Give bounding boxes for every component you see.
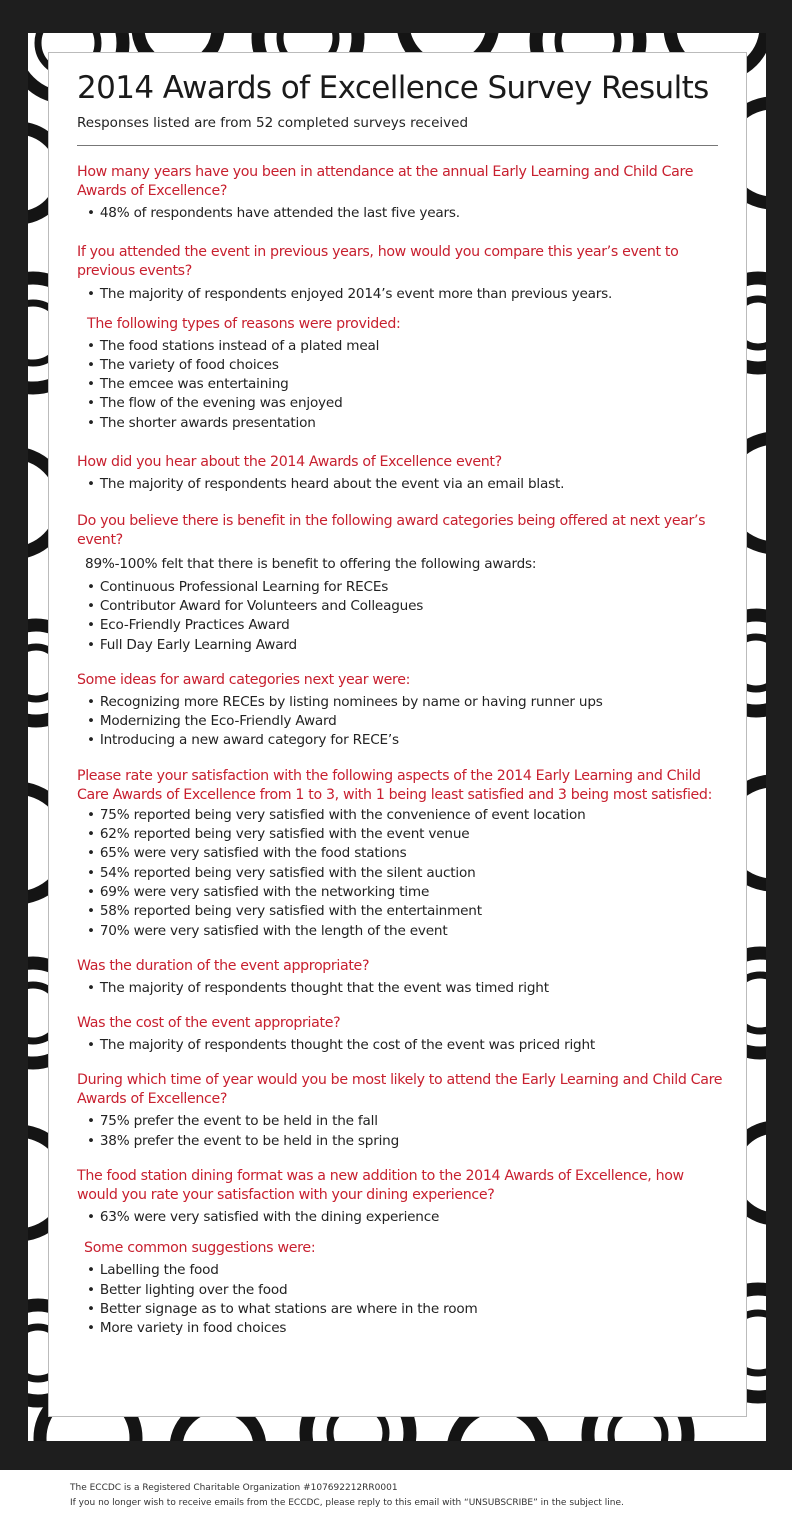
list-item: • 38% prefer the event to be held in the spring [87, 1132, 727, 1151]
list-item: • The majority of respondents heard about the event via an email blast. [87, 475, 727, 494]
section-cost [77, 1014, 727, 1055]
list-item: • Eco-Friendly Practices Award [87, 616, 727, 635]
list-item: • Labelling the food [87, 1261, 727, 1280]
list-item: • The majority of respondents thought the cost of the event was priced right [87, 1036, 727, 1055]
question-heading: How many years have you been in attendance at the annual Early Learning and Child Care Awards of Excellence? [77, 164, 694, 199]
category-note: 89%-100% felt that there is benefit to offering the following awards: [85, 556, 537, 573]
list-item: • Recognizing more RECEs by listing nominees by name or having runner ups [87, 693, 727, 712]
question-heading: Please rate your satisfaction with the following aspects of the 2014 Early Learning and Child Care Awards of Excellence from 1 to 3, with 1 being least satisfied and 3 being most satisfied: [77, 767, 712, 803]
list-item: • The food stations instead of a plated meal [87, 337, 727, 356]
list-item: • More variety in food choices [87, 1319, 727, 1338]
list-item: • The shorter awards presentation [87, 414, 727, 433]
subheading: The following types of reasons were provided: [87, 315, 401, 332]
list-item: • 58% reported being very satisfied with the entertainment [87, 902, 727, 921]
section-hear-about [77, 453, 727, 494]
list-item: • The variety of food choices [87, 356, 727, 375]
list-item: • 75% prefer the event to be held in the fall [87, 1112, 727, 1131]
list-item: • 75% reported being very satisfied with the convenience of event location [87, 806, 727, 825]
list-item: • Better signage as to what stations are where in the room [87, 1300, 727, 1319]
footer-unsubscribe: If you no longer wish to receive emails from the ECCDC, please reply to this email with “UNSUBSCRIBE” in the subject line. [70, 1498, 624, 1508]
question-heading: Do you believe there is benefit in the following award categories being offered at next year’s event? [77, 513, 706, 549]
section-duration [77, 957, 727, 998]
list-item: • 62% reported being very satisfied with the event venue [87, 825, 727, 844]
question-heading: Was the duration of the event appropriate? [77, 957, 370, 974]
section-award-categories [77, 512, 727, 654]
title-divider [77, 145, 718, 146]
section-attendance-years [77, 163, 727, 223]
list-item: • Better lighting over the food [87, 1281, 727, 1300]
list-item: • 48% of respondents have attended the last five years. [87, 204, 727, 223]
list-item: • The majority of respondents thought that the event was timed right [87, 979, 727, 998]
section-dining-format [77, 1167, 727, 1338]
list-item: • Full Day Early Learning Award [87, 636, 727, 655]
question-heading: The food station dining format was a new addition to the 2014 Awards of Excellence, how would you rate your satisfaction with your dining experience? [77, 1168, 684, 1204]
list-item: • Introducing a new award category for RECE’s [87, 731, 727, 750]
survey-results [77, 163, 727, 1339]
list-item: • The majority of respondents enjoyed 2014’s event more than previous years. [87, 285, 727, 304]
page-title: 2014 Awards of Excellence Survey Results [77, 70, 709, 106]
question-heading: During which time of year would you be most likely to attend the Early Learning and Child Care Awards of Excellence? [77, 1072, 723, 1108]
list-item: • 63% were very satisfied with the dining experience [87, 1208, 727, 1227]
page-subtitle: Responses listed are from 52 completed surveys received [77, 115, 469, 131]
list-item: • 69% were very satisfied with the networking time [87, 883, 727, 902]
list-item: • 54% reported being very satisfied with the silent auction [87, 864, 727, 883]
list-item: • 70% were very satisfied with the length of the event [87, 922, 727, 941]
section-time-of-year [77, 1071, 727, 1151]
subheading: Some common suggestions were: [84, 1240, 316, 1257]
list-item: • 65% were very satisfied with the food stations [87, 844, 727, 863]
list-item: • Continuous Professional Learning for RECEs [87, 578, 727, 597]
footer-registration: The ECCDC is a Registered Charitable Organization #107692212RR0001 [70, 1483, 398, 1493]
question-heading: If you attended the event in previous years, how would you compare this year’s event to previous events? [77, 244, 679, 280]
list-item: • The emcee was entertaining [87, 375, 727, 394]
section-satisfaction-ratings [77, 767, 727, 941]
section-compare-previous [77, 243, 727, 433]
question-heading: Was the cost of the event appropriate? [77, 1015, 341, 1032]
list-item: • Contributor Award for Volunteers and Colleagues [87, 597, 727, 616]
question-heading: Some ideas for award categories next year were: [77, 671, 411, 688]
list-item: • The flow of the evening was enjoyed [87, 394, 727, 413]
question-heading: How did you hear about the 2014 Awards of Excellence event? [77, 454, 502, 471]
section-category-ideas [77, 671, 727, 751]
list-item: • Modernizing the Eco-Friendly Award [87, 712, 727, 731]
